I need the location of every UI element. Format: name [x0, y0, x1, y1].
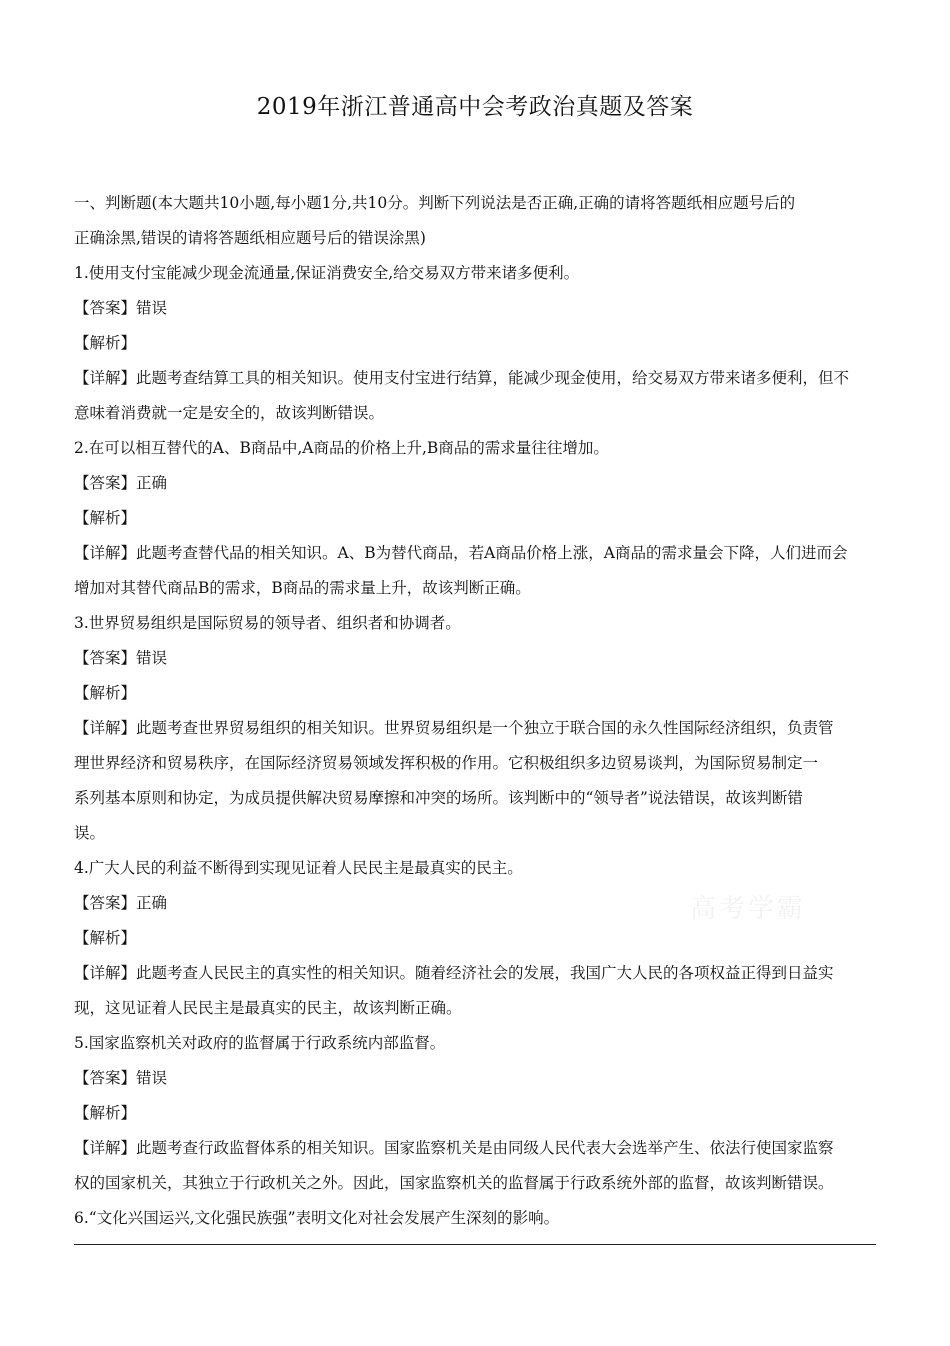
- detail-line: 【详解】此题考查替代品的相关知识。A、B为替代商品，若A商品价格上涨，A商品的需求量会下降，人们进而会: [74, 544, 848, 562]
- answer-line: 【答案】正确: [74, 894, 168, 912]
- question-stem: 2.在可以相互替代的A、B商品中,A商品的价格上升,B商品的需求量往往增加。: [74, 439, 609, 457]
- watermark: 高考学霸: [690, 894, 807, 924]
- question-stem: 6.“文化兴国运兴,文化强民族强”表明文化对社会发展产生深刻的影响。: [74, 1209, 560, 1227]
- section-heading-line-1: 一、判断题(本大题共10小题,每小题1分,共10分。判断下列说法是否正确,正确的请将答题纸相应题号后的: [74, 194, 796, 212]
- detail-line: 【详解】此题考查世界贸易组织的相关知识。世界贸易组织是一个独立于联合国的永久性国际经济组织，负责管: [74, 719, 834, 737]
- analysis-label: 【解析】: [74, 509, 137, 527]
- question-stem: 1.使用支付宝能减少现金流通量,保证消费安全,给交易双方带来诸多便利。: [74, 264, 580, 282]
- answer-line: 【答案】错误: [74, 649, 168, 667]
- detail-line: 误。: [74, 824, 106, 842]
- question-stem: 4.广大人民的利益不断得到实现见证着人民民主是最真实的民主。: [74, 859, 523, 877]
- detail-line: 权的国家机关，其独立于行政机关之外。因此，国家监察机关的监督属于行政系统外部的监督，故该判断错误。: [74, 1174, 834, 1192]
- detail-line: 意味着消费就一定是安全的，故该判断错误。: [74, 404, 385, 422]
- analysis-label: 【解析】: [74, 684, 137, 702]
- section-heading-line-2: 正确涂黑,错误的请将答题纸相应题号后的错误涂黑): [74, 229, 426, 247]
- answer-line: 【答案】错误: [74, 299, 168, 317]
- detail-line: 系列基本原则和协定，为成员提供解决贸易摩擦和冲突的场所。该判断中的“领导者”说法错误，故该判断错: [74, 789, 803, 807]
- page-title: 2019年浙江普通高中会考政治真题及答案: [256, 94, 694, 120]
- detail-line: 理世界经济和贸易秩序，在国际经济贸易领域发挥积极的作用。它积极组织多边贸易谈判，为国际贸易制定一: [74, 754, 819, 772]
- detail-line: 现，这见证着人民民主是最真实的民主，故该判断正确。: [74, 999, 462, 1017]
- question-stem: 3.世界贸易组织是国际贸易的领导者、组织者和协调者。: [74, 614, 461, 632]
- answer-line: 【答案】错误: [74, 1069, 168, 1087]
- analysis-label: 【解析】: [74, 929, 137, 947]
- answer-line: 【答案】正确: [74, 474, 168, 492]
- detail-line: 【详解】此题考查行政监督体系的相关知识。国家监察机关是由同级人民代表大会选举产生、依法行使国家监察: [74, 1139, 834, 1157]
- detail-line: 【详解】此题考查人民民主的真实性的相关知识。随着经济社会的发展，我国广大人民的各项权益正得到日益实: [74, 964, 834, 982]
- question-stem: 5.国家监察机关对政府的监督属于行政系统内部监督。: [74, 1034, 446, 1052]
- analysis-label: 【解析】: [74, 1104, 137, 1122]
- footer-divider: [74, 1244, 876, 1245]
- detail-line: 增加对其替代商品B的需求，B商品的需求量上升，故该判断正确。: [74, 579, 531, 597]
- analysis-label: 【解析】: [74, 334, 137, 352]
- document-body: [74, 186, 876, 1236]
- detail-line: 【详解】此题考查结算工具的相关知识。使用支付宝进行结算，能减少现金使用，给交易双方带来诸多便利，但不: [74, 369, 850, 387]
